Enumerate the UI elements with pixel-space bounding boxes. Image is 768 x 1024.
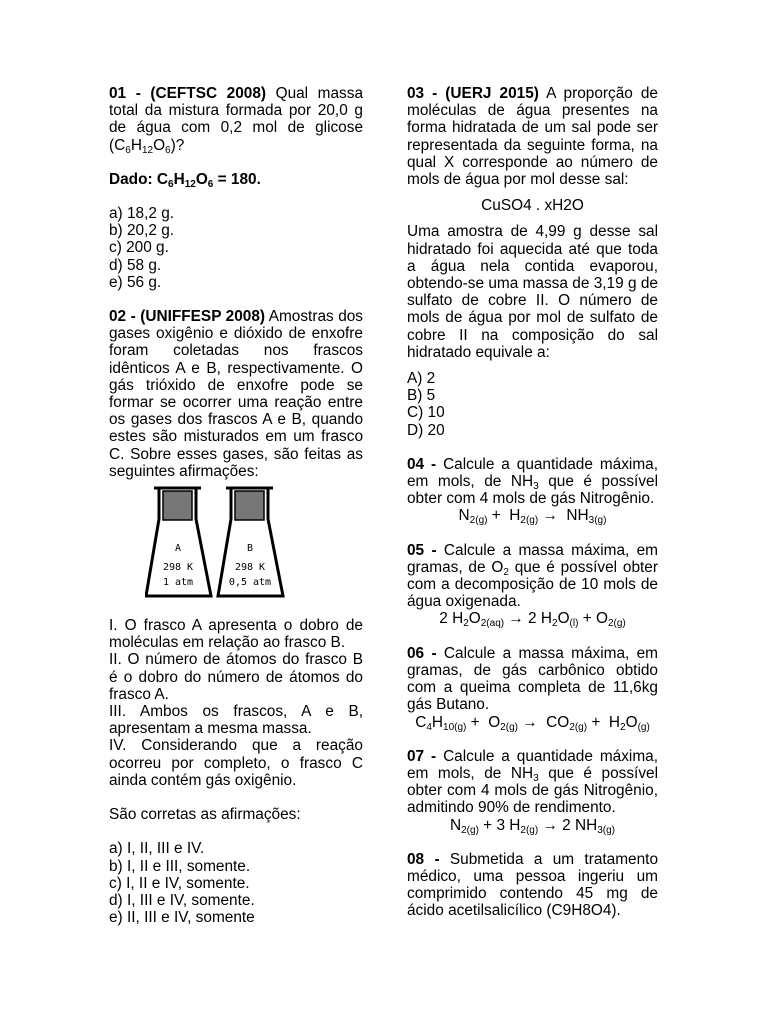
option: d) 58 g. — [109, 256, 162, 274]
question-03: 03 - (UERJ 2015) A proporção de moléculas de água presentes na forma hidratada de um sal pode ser representada da seguinte forma, na qual X corresponde ao número de mols de água por mol desse sal: — [407, 85, 658, 189]
question-01-number: 01 - (CEFTSC 2008) — [109, 85, 267, 102]
equation-04: $N_{2(g)} + H_{2(g)} \to NH_{3(g)}$ — [458, 507, 607, 527]
option: B) 5 — [407, 387, 436, 405]
flasks-illustration — [145, 485, 295, 605]
question-03-formula: CuSO4 . xH2O — [481, 197, 584, 215]
statement: I. O frasco A apresenta o dobro de moléculas em relação ao frasco B. — [109, 617, 363, 652]
flask-b — [218, 488, 283, 596]
option: C) 10 — [407, 404, 445, 422]
option: a) 18,2 g. — [109, 205, 175, 223]
option: e) 56 g. — [109, 273, 162, 291]
question-08: 08 - Submetida a um tratamento médico, uma pessoa ingeriu um comprimido contendo 45 mg de ácido acetilsalicílico (C9H8O4). — [407, 850, 658, 920]
question-05: 05 - Calcule a massa máxima, em gramas, de $O_2$ que é possível obter com a decomposição de 10 mols de água oxigenada. — [407, 541, 658, 611]
right-column — [407, 85, 658, 920]
flask-a — [146, 488, 211, 596]
question-06: 06 - Calcule a massa máxima, em gramas, de gás carbônico obtido com a queima completa de 11,6kg gás Butano. — [407, 644, 658, 714]
option: b) 20,2 g. — [109, 222, 175, 240]
option: d) I, III e IV, somente. — [109, 891, 255, 909]
equation-05: 2 $H_2O_{2(aq)} \to 2$ $H_2O_{(l)} + O_{2(g)}$ — [439, 610, 626, 630]
question-03-number: 03 - (UERJ 2015) — [407, 85, 539, 102]
question-02-statements — [109, 617, 363, 789]
question-01-options — [109, 205, 363, 291]
question-02-prompt: São corretas as afirmações: — [109, 806, 301, 824]
question-01: 01 - (CEFTSC 2008) Qual massa total da mistura formada por 20,0 g de água com 0,2 mol de glicose $(C_6H_{12}O_6)$? — [109, 85, 364, 156]
question-05-number: 05 - — [407, 541, 437, 559]
left-column — [109, 85, 363, 926]
equation-06: $C_4H_{10(g)} + O_{2(g)} \to CO_{2(g)} + H_2O_{(g)}$ — [415, 713, 650, 733]
question-03-options — [407, 370, 658, 439]
question-06-number: 06 - — [407, 644, 437, 662]
equation-07: $N_{2(g)} + 3$ $H_{2(g)} \to 2$ $NH_{3(g)}$ — [449, 816, 616, 836]
flask-b-temp: 298 K — [234, 562, 266, 574]
flask-a-pressure: 1 atm — [162, 577, 194, 589]
question-08-number: 08 - — [407, 850, 440, 868]
option: c) 200 g. — [109, 239, 169, 257]
flask-b-pressure: 0,5 atm — [228, 577, 272, 589]
question-07: 07 - Calcule a quantidade máxima, em mols, de $NH_3$ que é possível obter com 4 mols de gás Nitrogênio, admitindo 90% de rendimento. — [407, 747, 658, 817]
option: a) I, II, III e IV. — [109, 840, 205, 858]
statement: IV. Considerando que a reação ocorreu por completo, o frasco C ainda contém gás oxigênio. — [109, 737, 363, 789]
question-01-dado: Dado: $C_6H_{12}O_6 = 180$. — [109, 170, 261, 190]
question-02-options — [109, 840, 363, 926]
option: e) II, III e IV, somente — [109, 909, 255, 927]
flask-b-letter: B — [246, 543, 254, 555]
option: D) 20 — [407, 421, 445, 439]
statement: II. O número de átomos do frasco B é o dobro do número de átomos do frasco A. — [109, 651, 363, 703]
option: A) 2 — [407, 370, 436, 388]
question-02-number: 02 - (UNIFFESP 2008) — [109, 308, 266, 326]
option: b) I, II e III, somente. — [109, 857, 251, 875]
statement: III. Ambos os frascos, A e B, apresentam a mesma massa. — [109, 703, 363, 738]
question-02: 02 - (UNIFFESP 2008) Amostras dos gases oxigênio e dióxido de enxofre foram coletadas nos frascos idênticos A e B, respectivamente. O gás trióxido de enxofre pode se formar se ocorrer uma reação entre os gases dos frascos A e B, quando estes são misturados em um frasco C. Sobre esses gases, são feitas as seguintes afirmações: — [109, 308, 364, 480]
flask-a-temp: 298 K — [162, 562, 194, 574]
flask-a-letter: A — [174, 543, 182, 555]
question-03-text: Uma amostra de 4,99 g desse sal hidratado foi aquecida até que toda a água nela contida evaporou, obtendo-se uma massa de 3,19 g de sulfato de cobre II. O número de mols de água por mol de sulfato de cobre II na composição do sal hidratado equivale a: — [407, 223, 658, 361]
question-04-number: 04 - — [407, 455, 437, 473]
question-04: 04 - Calcule a quantidade máxima, em mols, de $NH_3$ que é possível obter com 4 mols de gás Nitrogênio. — [407, 455, 658, 508]
question-07-number: 07 - — [407, 747, 437, 765]
option: c) I, II e IV, somente. — [109, 874, 250, 892]
